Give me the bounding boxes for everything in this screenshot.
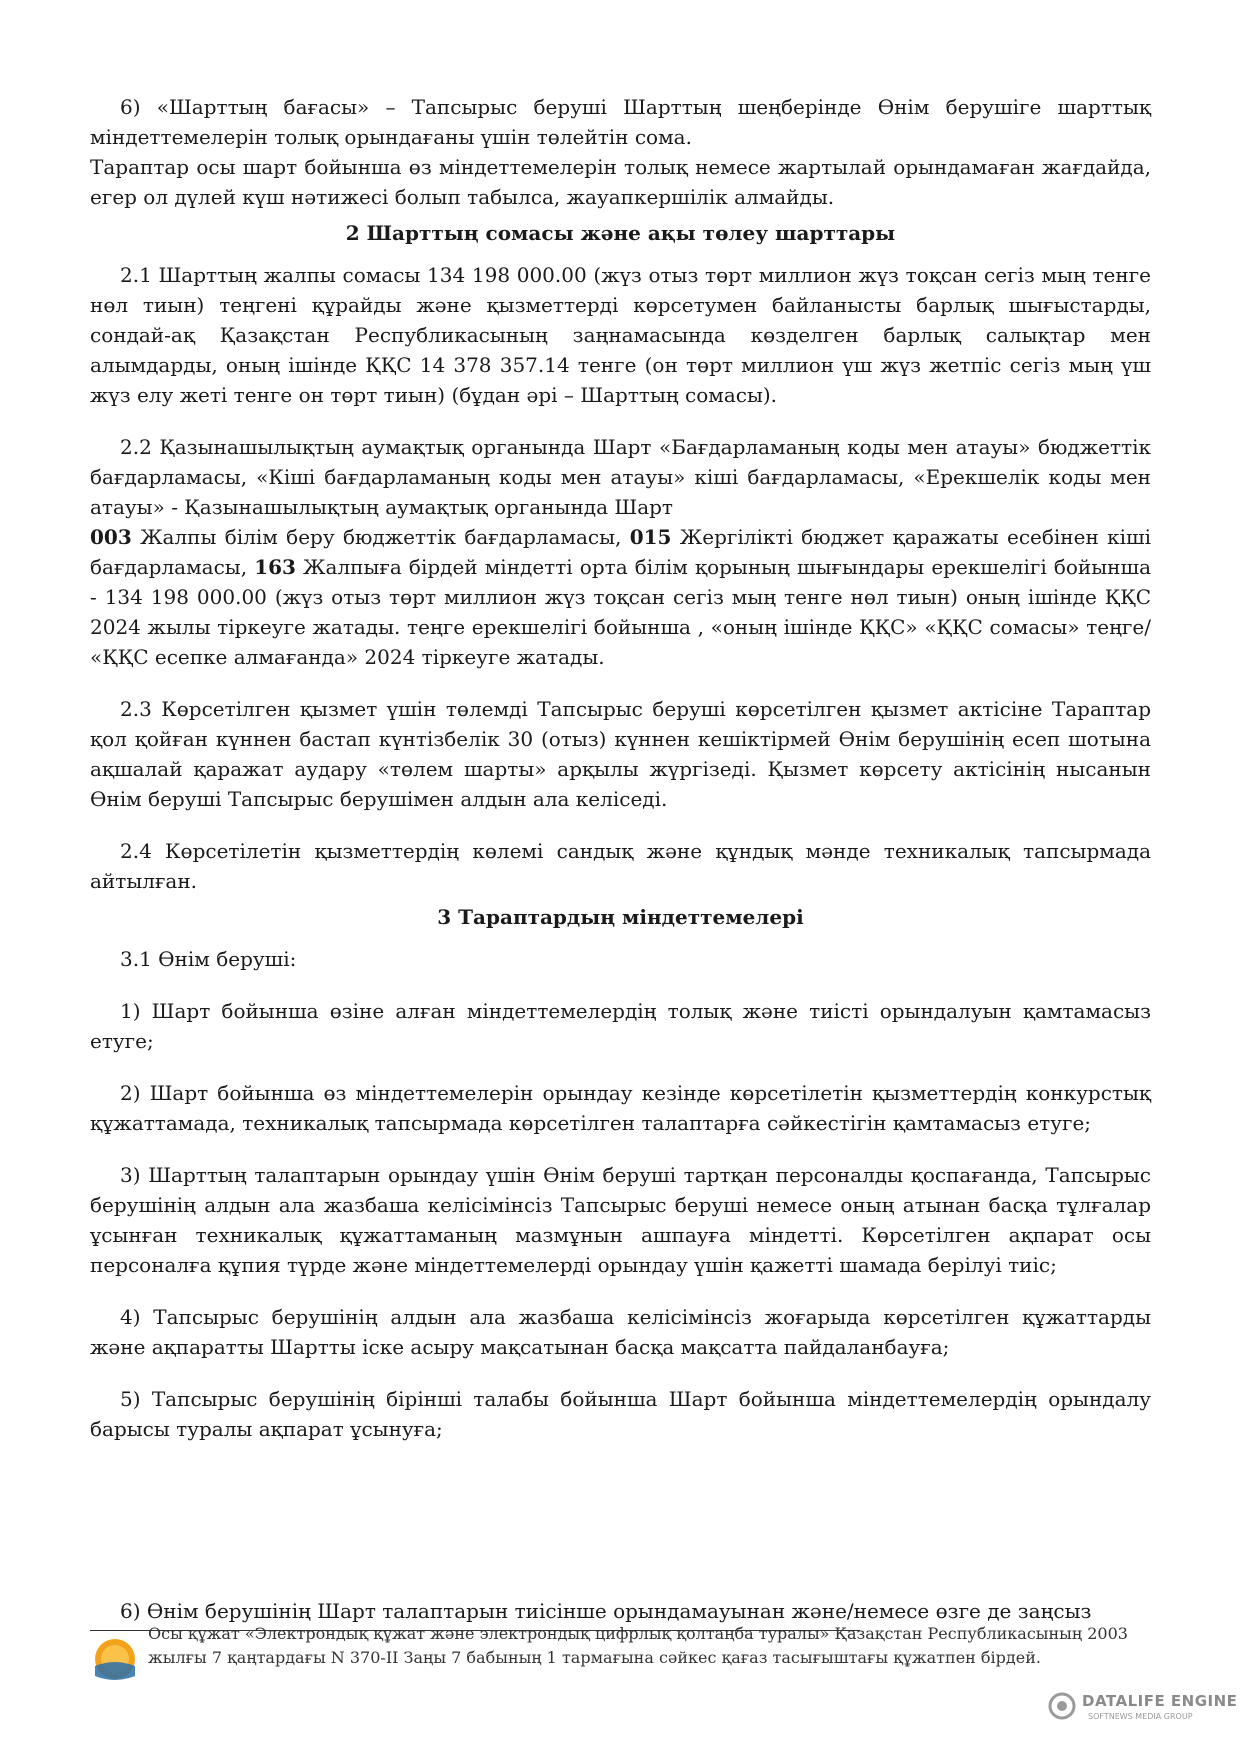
paragraph-2-2 [90, 432, 1151, 672]
footer [90, 1600, 1151, 1720]
paragraph-3-1-4: 4) Тапсырыс берушінің алдын ала жазбаша келісімінсіз жоғарыда көрсетілген құжаттарды және ақпаратты Шартты іске асыру мақсатынан басқа мақсатта пайдаланбауға; [90, 1305, 1151, 1359]
paragraph-3-1: 3.1 Өнім беруші: [120, 947, 297, 971]
watermark-subtitle: SOFTNEWS MEDIA GROUP [1088, 1712, 1193, 1721]
budget-code-163: 163 [254, 555, 296, 579]
document-page [90, 92, 1151, 1444]
paragraph-2-3: 2.3 Көрсетілген қызмет үшін төлемді Тапсырыс беруші көрсетілген қызмет актісіне Тараптар қол қойған күннен бастап күнтізбелік 30 (отыз) күннен кешіктірмей Өнім берушінің есеп шотына ақшалай қаражат аудару «төлем шарты» арқылы жүргізеді. Қызмет көрсету актісінің нысанын Өнім беруші Тапсырыс берушімен алдын ала келіседі. [90, 697, 1151, 811]
paragraph-2-1: 2.1 Шарттың жалпы сомасы 134 198 000.00 (жүз отыз төрт миллион жүз тоқсан сегіз мың тенге нөл тиын) теңгені құрайды және қызметтерді көрсетумен байланысты барлық шығыстарды, сондай-ақ Қазақстан Республикасының заңнамасында көзделген барлық салықтар мен алымдарды, оның ішінде ҚҚС 14 378 357.14 тенге (он төрт миллион үш жүз жетпіс сегіз мың үш жүз елу жеті тенге он төрт тиын) (бұдан әрі – Шарттың сомасы). [90, 263, 1151, 407]
paragraph-3-1-3: 3) Шарттың талаптарын орындау үшін Өнім беруші тартқан персоналды қоспағанда, Тапсырыс берушінің алдын ала жазбаша келісімінсіз Тапсырыс беруші немесе оның атынан басқа тұлғалар ұсынған техникалық құжаттаманың мазмұнын ашпауға міндетті. Көрсетілген ақпарат осы персоналға құпия түрде және міндеттемелерді орындау үшін қажетті шамада берілуі тиіс; [90, 1163, 1151, 1277]
paragraph-1-6: 6) «Шарттың бағасы» – Тапсырыс беруші Шарттың шеңберінде Өнім берушіге шарттық міндеттемелерін толық орындағаны үшін төлейтін сома. [90, 95, 1151, 149]
footer-divider [90, 1630, 860, 1631]
paragraph-2-2-part-b: Жалпы білім беру бюджеттік бағдарламасы, [131, 525, 630, 549]
section-2-title: 2 Шарттың сомасы және ақы төлеу шарттары [345, 221, 896, 245]
budget-code-003: 003 [90, 525, 132, 549]
paragraph-3-1-2: 2) Шарт бойынша өз міндеттемелерін орындау кезінде көрсетілетін қызметтердің конкурстық құжаттамада, техникалық тапсырмада көрсетілген талаптарға сәйкестігін қамтамасыз етуге; [90, 1081, 1151, 1135]
watermark [1048, 1690, 1238, 1730]
paragraph-3-1-5: 5) Тапсырыс берушінің бірінші талабы бойынша Шарт бойынша міндеттемелердің орындалу барысы туралы ақпарат ұсынуға; [90, 1387, 1151, 1441]
paragraph-2-2-part-d: Жалпыға бірдей міндетті орта білім қорының шығындары ерекшелігі бойынша - 134 198 000.00 (жүз отыз төрт миллион жүз тоқсан сегіз мың тенге нөл тиын) оның ішінде ҚҚС 2024 жылы тіркеуге жатады. теңге ерекшелігі бойынша , «оның ішінде ҚҚС» «ҚҚС сомасы» теңге/ «ҚҚС есепке алмағанда» 2024 тіркеуге жатады. [90, 555, 1152, 669]
footer-legal-text: Осы құжат «Электрондық құжат және электрондық цифрлық қолтаңба туралы» Қазақстан Республикасының 2003 жылғы 7 қаңтардағы N 370-II Заңы 7 бабының 1 тармағына сәйкес қағаз тасығыштағы құжатпен бірдей. [148, 1624, 1128, 1667]
paragraph-3-1-1: 1) Шарт бойынша өзіне алған міндеттемелердің толық және тиісті орындалуын қамтамасыз етуге; [90, 999, 1151, 1053]
sun-logo-icon [92, 1636, 138, 1682]
paragraph-2-2-part-c: Жергілікті бюджет қаражаты есебінен кіші бағдарламасы, [90, 525, 1152, 579]
section-3-title: 3 Тараптардың міндеттемелері [437, 905, 804, 929]
paragraph-force-majeure: Тараптар осы шарт бойынша өз міндеттемелерін толық немесе жартылай орындамаған жағдайда, егер ол дүлей күш нәтижесі болып табылса, жауапкершілік алмайды. [90, 155, 1151, 209]
budget-code-015: 015 [629, 525, 672, 549]
watermark-title: DATALIFE ENGINE [1082, 1692, 1238, 1710]
paragraph-3-1-6: 6) Өнім берушінің Шарт талаптарын тиісінше орындамауынан және/немесе өзге де заңсыз [120, 1599, 1092, 1623]
paragraph-2-2-part-a: 2.2 Қазынашылықтың аумақтық органында Шарт «Бағдарламаның коды мен атауы» бюджеттік бағдарламасы, «Кіші бағдарламаның коды мен атауы» кіші бағдарламасы, «Ерекшелік коды мен атауы» - Қазынашылықтың аумақтық органында Шарт [90, 435, 1151, 519]
datalife-engine-logo-icon [1048, 1692, 1076, 1720]
paragraph-2-4: 2.4 Көрсетілетін қызметтердің көлемі сандық және құндық мәнде техникалық тапсырмада айтылған. [90, 839, 1151, 893]
